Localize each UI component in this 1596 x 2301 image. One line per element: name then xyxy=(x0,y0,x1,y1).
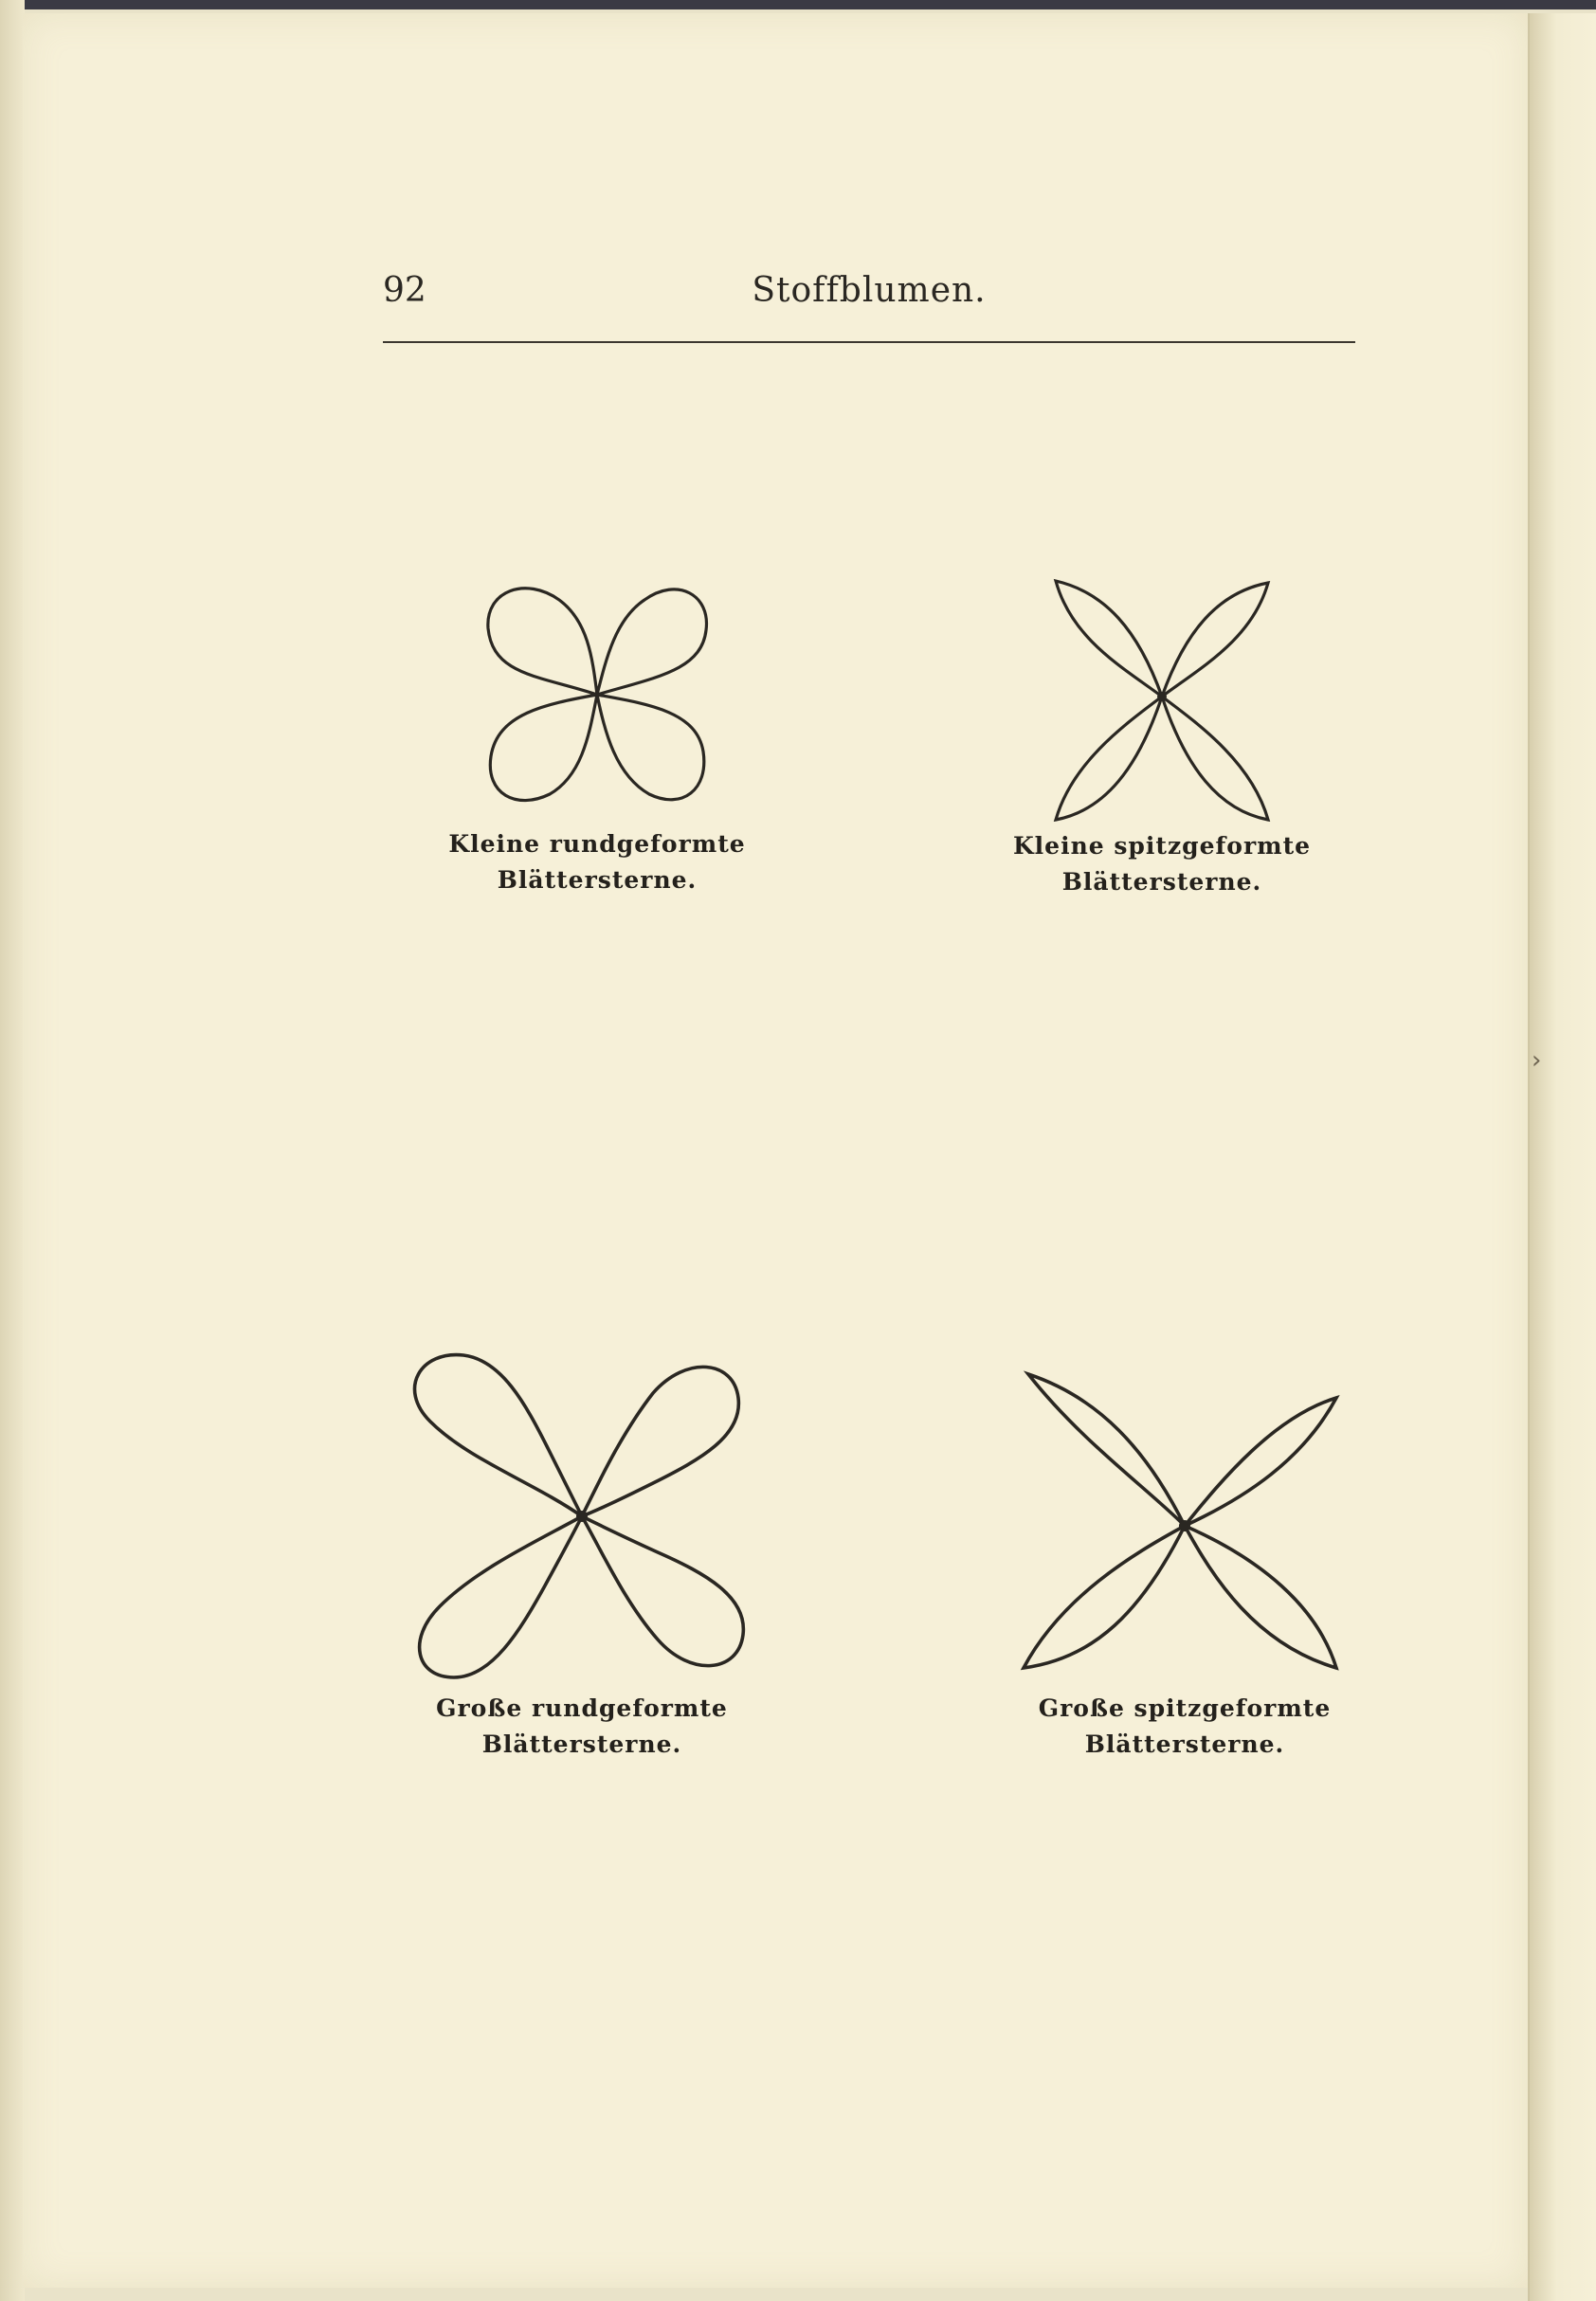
large-round-star-drawing xyxy=(397,1346,767,1687)
header-rule xyxy=(383,341,1355,343)
figure-large-round-star xyxy=(373,1346,790,1763)
running-head-title: Stoffblumen. xyxy=(752,271,987,310)
page-header xyxy=(383,271,1355,322)
small-round-star-drawing xyxy=(474,567,720,823)
caption-line: Blättersterne. xyxy=(497,866,698,894)
caption-line: Blättersterne. xyxy=(1084,1730,1285,1758)
center-dot xyxy=(576,1511,588,1522)
next-page-edge xyxy=(1528,13,1596,2301)
page-number: 92 xyxy=(383,271,426,310)
caption-small-round xyxy=(426,826,768,898)
book-gutter xyxy=(0,0,25,2301)
caption-line: Kleine spitzgeformte xyxy=(1012,832,1312,860)
caption-large-round xyxy=(373,1691,790,1763)
figure-large-pointed-star xyxy=(995,1365,1374,1763)
figure-small-round-star xyxy=(426,567,768,898)
large-pointed-star-drawing xyxy=(1014,1365,1355,1687)
paper-tear-mark: › xyxy=(1532,1046,1542,1075)
small-pointed-star-drawing xyxy=(1048,569,1276,824)
caption-large-pointed xyxy=(995,1691,1374,1763)
scan-top-edge xyxy=(0,0,1596,9)
caption-line: Große rundgeformte xyxy=(436,1694,728,1722)
caption-line: Blättersterne. xyxy=(1061,868,1262,896)
caption-line: Blättersterne. xyxy=(481,1730,682,1758)
caption-line: Kleine rundgeformte xyxy=(448,830,746,858)
page-paper xyxy=(23,13,1528,2288)
figure-small-pointed-star xyxy=(991,569,1333,900)
caption-line: Große spitzgeformte xyxy=(1038,1694,1332,1722)
caption-small-pointed xyxy=(991,828,1333,900)
center-dot xyxy=(1179,1520,1190,1531)
center-dot xyxy=(1157,692,1167,701)
